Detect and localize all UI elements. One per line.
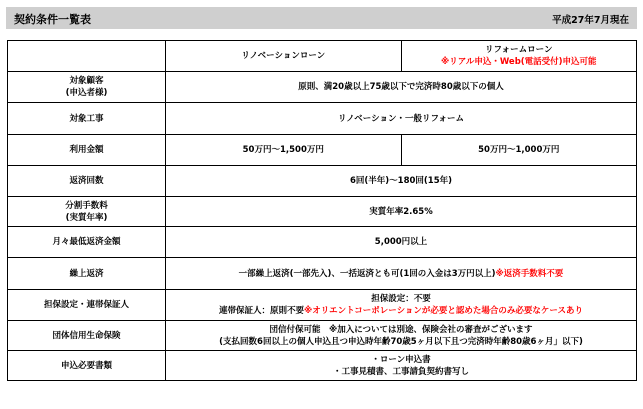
table-row [8,351,637,381]
document-item: ・ローン申込書 [371,354,431,365]
row-label: 返済回数 [8,166,166,197]
row-label: 対象工事 [8,103,166,135]
row-value: 6回(半年)～180回(15年) [166,166,637,197]
prepayment-note: ※返済手数料不要 [495,268,564,279]
header-reform-loan [401,41,637,72]
document-item: ・工事見積書、工事請負契約書写し [332,366,469,377]
collateral-text: 担保設定：不要 [371,294,431,304]
row-value [166,321,637,351]
page-title: 契約条件一覧表 [14,13,91,26]
row-label: 申込必要書類 [8,351,166,381]
insurance-line1: 団信付保可能 ※加入については別途、保険会社の審査がございます [269,324,533,335]
row-label: 繰上返済 [8,258,166,290]
row-value: リノベーション・一般リフォーム [166,103,637,135]
row-label: 月々最低返済金額 [8,227,166,258]
guarantor-text: 連帯保証人：原則不要 [218,306,304,316]
row-value: 原則、満20歳以上75歳以下で完済時80歳以下の個人 [166,72,637,103]
guarantor-note: ※オリエントコーポレーションが必要と認めた場合のみ必要なケースあり [304,306,583,316]
row-value: 実質年率2.65% [166,197,637,227]
row-label: 団体信用生命保険 [8,321,166,351]
insurance-line2: (支払回数6回以上の個人申込且つ申込時年齢70歳5ヶ月以下且つ完済時年齢80歳6ヶ月」以下) [219,336,583,347]
row-label-line1: 対象顧客 [69,76,104,86]
row-value [166,351,637,381]
row-label-line1: 分割手数料 [65,200,108,211]
table-row [8,135,637,166]
row-label-line2: (申込者様) [65,88,108,98]
reform-loan-note: ※リアル申込・Web(電話受付)申込可能 [440,57,597,67]
row-value [166,290,637,321]
row-label [8,72,166,103]
row-label-line2: (実質年率) [65,212,108,223]
table-row [8,72,637,103]
contract-terms-table [7,40,637,381]
table-row [8,103,637,135]
table-row [8,197,637,227]
row-label: 利用金額 [8,135,166,166]
header-empty-cell [8,41,166,72]
row-label [8,197,166,227]
table-row [8,258,637,290]
table-row [8,227,637,258]
table-header-row [8,41,637,72]
row-label: 担保設定・連帯保証人 [8,290,166,321]
row-value: 5,000円以上 [166,227,637,258]
header-renovation-loan: リノベーションローン [166,41,402,72]
row-value-renovation: 50万円～1,500万円 [166,135,402,166]
table-row [8,290,637,321]
prepayment-text: 一部繰上返済(一部先入)、一括返済とも可(1回の入金は3万円以上) [238,268,496,279]
table-row [8,321,637,351]
title-bar [6,7,637,29]
table-row [8,166,637,197]
as-of-date: 平成27年7月現在 [552,15,629,26]
row-value-reform: 50万円～1,000万円 [401,135,637,166]
row-value [166,258,637,290]
reform-loan-label: リフォームローン [485,45,553,55]
